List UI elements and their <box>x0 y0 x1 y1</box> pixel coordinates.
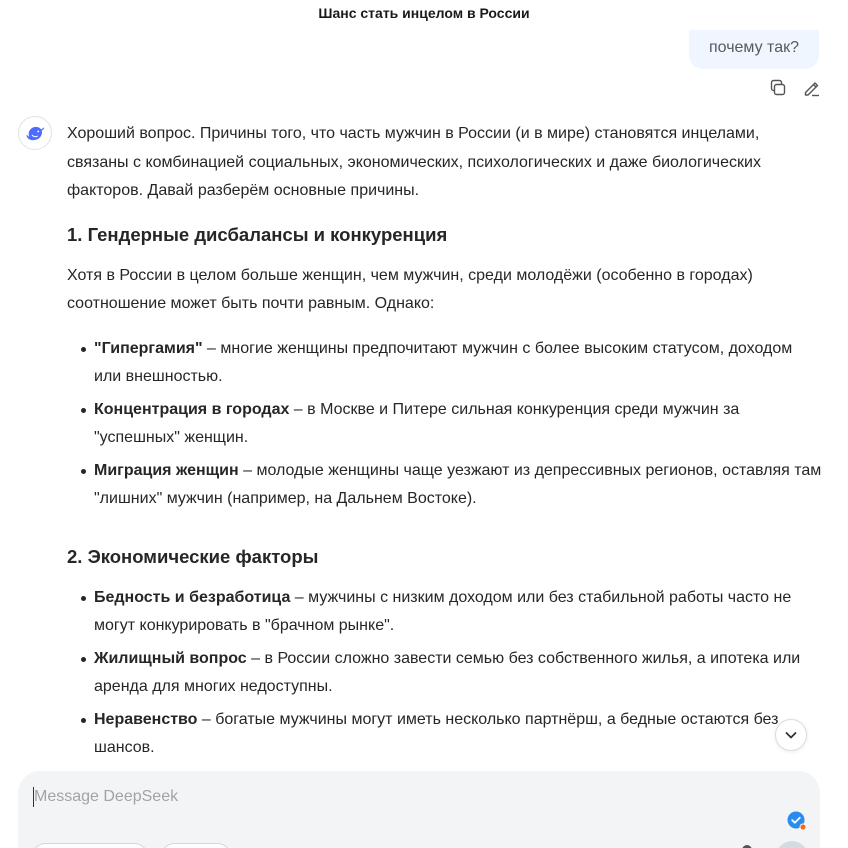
list-item-term: Бедность и безработица <box>94 588 291 606</box>
whale-logo-icon <box>24 122 46 144</box>
list-item <box>94 645 822 702</box>
list-item <box>94 396 822 453</box>
list-item <box>94 335 822 392</box>
section-heading: 2. Экономические факторы <box>67 545 319 567</box>
search-toggle[interactable] <box>160 843 232 848</box>
list-item <box>94 706 822 763</box>
edit-icon[interactable] <box>802 78 822 98</box>
verified-check-icon <box>787 811 807 831</box>
deepseek-avatar <box>18 116 52 150</box>
list-item-desc: – в России сложно завести семью без собственного жилья, а ипотека или аренда для многих недоступны. <box>94 649 801 695</box>
list-item-desc: – молодые женщины чаще уезжают из депрессивных регионов, оставляя там "лишних" мужчин (например, на Дальнем Востоке). <box>94 461 822 507</box>
assistant-answer <box>67 120 822 767</box>
bullet-list <box>67 335 822 514</box>
chat-title: Шанс стать инцелом в России <box>318 5 530 21</box>
list-item-desc: – мужчины с низким доходом или без стабильной работы часто не могут конкурировать в "брачном рынке". <box>94 588 792 634</box>
message-composer <box>18 771 820 848</box>
chevron-down-icon <box>783 727 799 743</box>
list-item <box>94 457 822 514</box>
answer-intro: Хороший вопрос. Причины того, что часть мужчин в России (и в мире) становятся инцелами, связаны с комбинацией социальных, экономических, психологических и даже биологических факторов. Давай разберём основные причины. <box>67 125 761 199</box>
message-actions <box>768 78 822 98</box>
copy-icon[interactable] <box>768 78 788 98</box>
list-item-term: "Гипергамия" <box>94 339 203 357</box>
deepthink-toggle[interactable] <box>31 843 149 848</box>
list-item <box>94 584 822 641</box>
list-item-desc: – в Москве и Питере сильная конкуренция среди мужчин за "успешных" женщин. <box>94 400 740 446</box>
list-item-term: Миграция женщин <box>94 461 239 479</box>
scroll-to-bottom-button[interactable] <box>775 719 807 751</box>
send-button[interactable] <box>776 841 808 848</box>
list-item-desc: – богатые мужчины могут иметь несколько партнёрш, а бедные остаются без шансов. <box>94 710 779 756</box>
section-text: Хотя в России в целом больше женщин, чем мужчин, среди молодёжи (особенно в городах) соотношение может быть почти равным. Однако: <box>67 266 753 312</box>
list-item-term: Концентрация в городах <box>94 400 290 418</box>
message-input[interactable] <box>34 785 734 809</box>
section-heading: 1. Гендерные дисбалансы и конкуренция <box>67 223 448 245</box>
list-item-term: Жилищный вопрос <box>94 649 247 667</box>
list-item-term: Неравенство <box>94 710 198 728</box>
user-message-bubble: почему так? <box>689 30 819 69</box>
bullet-list <box>67 584 822 763</box>
list-item-desc: – многие женщины предпочитают мужчин с более высоким статусом, доходом или внешностью. <box>94 339 793 385</box>
